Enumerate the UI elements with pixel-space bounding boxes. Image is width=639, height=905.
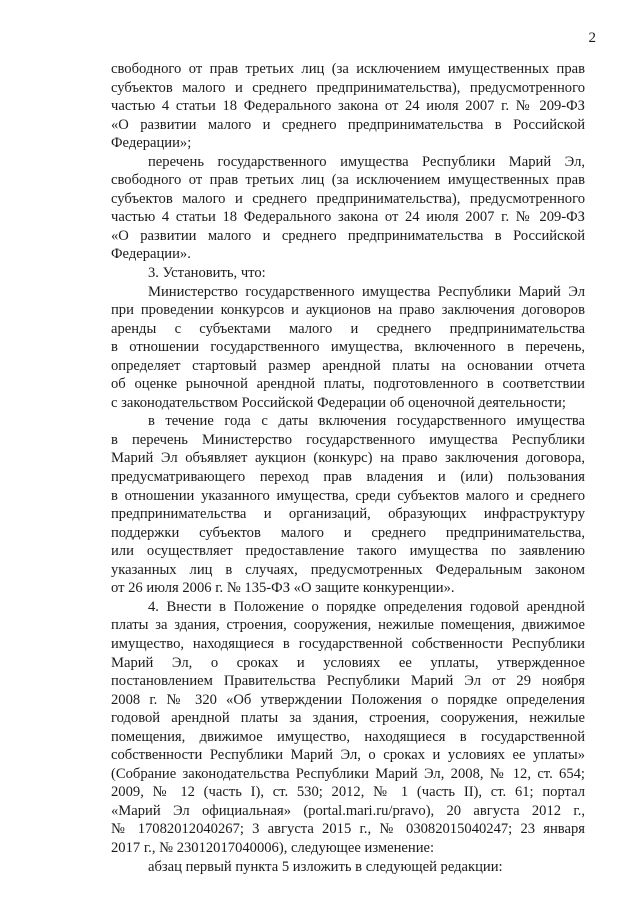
text-line: собственности Республики Марий Эл, о сроках и условиях ее уплаты» (111, 747, 585, 764)
text-line: при проведении конкурсов и аукционов на право заключения договоров (111, 302, 585, 319)
text-line: постановлением Правительства Республики Марий Эл от 29 ноября (111, 673, 585, 690)
text-line: Министерство государственного имущества Республики Марий Эл (148, 283, 585, 300)
text-line: 3. Установить, что: (148, 265, 266, 282)
text-line: абзац первый пункта 5 изложить в следующей редакции: (148, 858, 503, 875)
text-line: Федерации»; (111, 135, 192, 152)
text-line: поддержки субъектов малого и среднего предпринимательства, (111, 524, 585, 541)
text-line: в перечень Министерство государственного имущества Республики (111, 431, 585, 448)
text-line: указанных лиц в случаях, предусмотренных Федеральным законом (111, 561, 585, 578)
text-line: об оценке рыночной арендной платы, подготовленного в соответствии (111, 376, 585, 393)
text-line: в течение года с даты включения государственного имущества (148, 413, 585, 430)
text-line: годовой арендной платы за здания, строения, сооружения, нежилые (111, 710, 585, 727)
text-line: перечень государственного имущества Республики Марий Эл, (148, 153, 585, 170)
text-line: Марий Эл объявляет аукцион (конкурс) на право заключения договора, (111, 450, 585, 467)
text-line: платы за здания, строения, сооружения, нежилые помещения, движимое (111, 617, 585, 634)
text-line: или осуществляет предоставление такого имущества по заявлению (111, 543, 585, 560)
text-line: имущество, находящиеся в государственной собственности Республики (111, 635, 585, 652)
text-line: 2017 г., № 23012017040006), следующее изменение: (111, 839, 435, 856)
text-line: частью 4 статьи 18 Федерального закона от 24 июля 2007 г. № 209-ФЗ (111, 209, 585, 226)
text-line: предпринимательства и организаций, образующих инфраструктуру (111, 506, 585, 523)
text-line: № 17082012040267; 3 августа 2015 г., № 03082015040247; 23 января (111, 821, 585, 838)
text-line: частью 4 статьи 18 Федерального закона от 24 июля 2007 г. № 209-ФЗ (111, 98, 585, 115)
text-line: с законодательством Российской Федерации об оценочной деятельности; (111, 394, 566, 411)
text-line: в отношении указанного имущества, среди субъектов малого и среднего (111, 487, 585, 504)
page-number: 2 (588, 30, 596, 46)
text-line: Федерации». (111, 246, 191, 263)
text-line: «О развитии малого и среднего предпринимательства в Российской (111, 116, 585, 133)
text-line: субъектов малого и среднего предпринимательства), предусмотренного (111, 190, 585, 207)
text-line: свободного от прав третьих лиц (за исключением имущественных прав (111, 61, 585, 77)
text-line: (Собрание законодательства Республики Марий Эл, 2008, № 12, ст. 654; (111, 765, 585, 782)
text-line: «О развитии малого и среднего предпринимательства в Российской (111, 227, 585, 244)
text-line: 4. Внести в Положение о порядке определения годовой арендной (148, 598, 585, 615)
text-line: определяет стартовый размер арендной платы на основании отчета (111, 357, 585, 374)
document-body (111, 60, 585, 876)
text-line: аренды с субъектами малого и среднего предпринимательства (111, 320, 585, 337)
text-line: субъектов малого и среднего предпринимательства), предусмотренного (111, 79, 585, 96)
text-line: предусматривающего переход прав владения и (или) пользования (111, 469, 585, 486)
text-line: в отношении государственного имущества, включенного в перечень, (111, 339, 585, 356)
text-line: помещения, движимое имущество, находящиеся в государственной (111, 728, 585, 745)
text-line: Марий Эл, о сроках и условиях ее уплаты, утвержденное (111, 654, 585, 671)
text-line: «Марий Эл официальная» (portal.mari.ru/pravo), 20 августа 2012 г., (111, 802, 585, 819)
text-line: 2008 г. № 320 «Об утверждении Положения о порядке определения (111, 691, 585, 708)
text-line: свободного от прав третьих лиц (за исключением имущественных прав (111, 172, 585, 189)
text-line: от 26 июля 2006 г. № 135-ФЗ «О защите конкуренции». (111, 580, 455, 597)
text-line: 2009, № 12 (часть I), ст. 530; 2012, № 1 (часть II), ст. 61; портал (111, 784, 585, 801)
